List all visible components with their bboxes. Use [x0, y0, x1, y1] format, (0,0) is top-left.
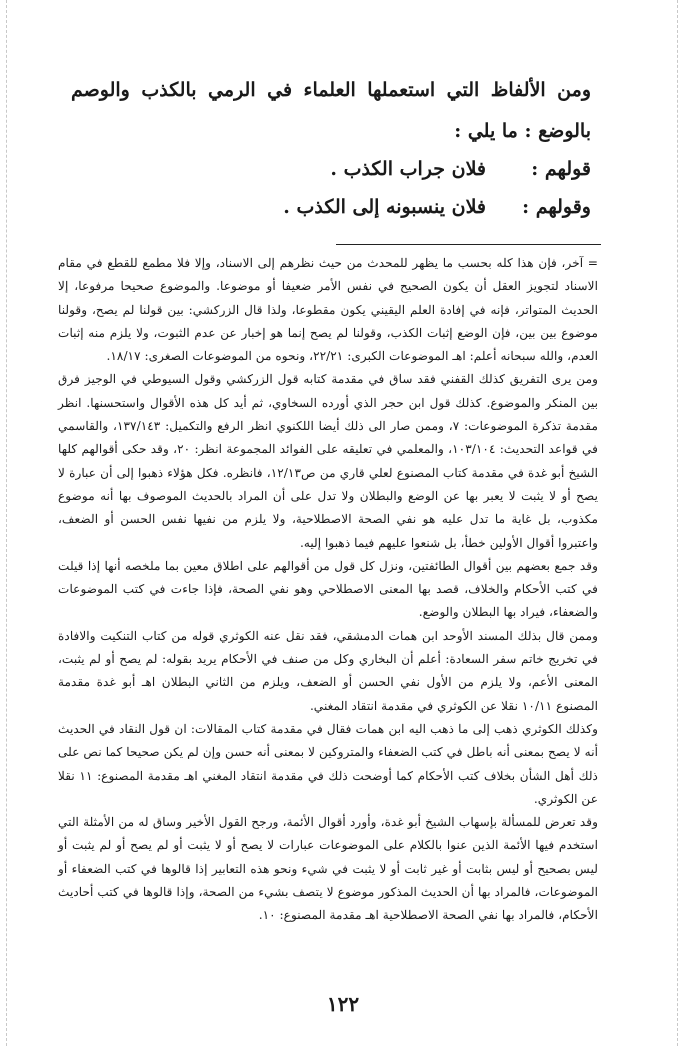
page-number: ١٢٢ [326, 992, 360, 1016]
footnote-paragraph: وقد جمع بعضهم بين أقوال الطائفتين، ونزل كل قول من أقوالهم على اطلاق معين بما ملخصه أنها إذا قيلت في كتب الأحكام والخلاف، قصد بها المعنى الاصطلاحي وهو نفي الصحة، فإذا جاءت في كتب الموضوعات والضعفاء، فيراد بها البطلان والوضع. [58, 558, 598, 620]
footnote-paragraph: ومن يرى التفريق كذلك القفني فقد ساق في مقدمة كتابه قول الزركشي وقول السيوطي في الوجيز فرق بين المنكر والموضوع. كذلك قول ابن حجر الذي أورده السخاوي، ثم أيد كل هذه الأقوال واستحسنها. انظر مقدمة تذكرة الموضوعات: ٧، وممن صار الى ذلك أيضا اللكنوي انظر الرفع والتكميل: ١٣٧/١٤٣، والقاسمي في قواعد التحديث: ١٠٣/١٠٤، والمعلمي في تعليقه على الفوائد المجموعة انظر: ٢٠، وقد حكى أقوالهم كلها الشيخ أبو غدة في مقدمة كتاب المصنوع لعلي قاري من ص١٢/١٣، فانظره. فكل هؤلاء ذهبوا إلى أن عبارة لا يصح أو لا يثبت لا يعبر بها عن الوضع والبطلان ولا تدل على أن المراد بالحديث الموصوف بها أنه موضوع مكذوب، بل غاية ما تدل عليه هو نفي الصحة الاصطلاحية، ولا يلزم من نفيها نفس الحسن أو الضعف، واعتبروا أقوال الأولين خطأ، بل شنعوا عليهم فيما ذهبوا إليه. [58, 372, 598, 550]
example-item [71, 188, 591, 226]
footnote-paragraph: وكذلك الكوثري ذهب إلى ما ذهب اليه ابن همات فقال في مقدمة كتاب المقالات: ان قول النقاد في الحديث أنه لا يصح بمعنى أنه باطل في كتب الضعفاء والمتروكين لا بمعنى أنه حسن وإن لم يكن صحيحا كما نص على ذلك أهل الشأن بخلاف كتب الأحكام كما أوضحت ذلك في مقدمة انتقاد المغني اهـ مقدمة المصنوع: ١١ نقلا عن الكوثري. [58, 721, 598, 806]
footnote-separator [336, 244, 601, 245]
footnote-block [58, 252, 598, 928]
example-label: قولهم : [531, 158, 591, 180]
example-text: فلان ينسبونه إلى الكذب . [283, 196, 486, 218]
example-text: فلان جراب الكذب . [330, 158, 486, 180]
scan-edge-right [677, 0, 678, 1046]
scan-edge-left [6, 0, 7, 1046]
footnote-paragraph: وممن قال بذلك المسند الأوحد ابن همات الدمشقي، فقد نقل عنه الكوثري قوله من كتاب التنكيت والافادة في تخريج خاتم سفر السعادة: أعلم أن البخاري وكل من صنف في الأحكام يريد بقوله: لم يصح أو لم يثبت، المعنى الأعم، ولا يلزم من الأول نفي الحسن أو الضعف، ويلزم من الثاني البطلان اهـ أبو غدة مقدمة المصنوع ١٠/١١ نقلا عن الكوثري في مقدمة انتقاد المغني. [58, 628, 598, 713]
examples-list [71, 150, 591, 226]
footnote-paragraph: = آخر، فإن هذا كله بحسب ما يظهر للمحدث من حيث نظرهم إلى الاسناد، وإلا فلا مطمع للقطع في مقام الاسناد لتجويز العقل أن يكون الصحيح في نفس الأمر ضعيفا أو موضوعا. والموضوع صحيحا مرفوعا، إلا الحديث المتواتر، فإنه في إفادة العلم اليقيني يكون مقطوعا، ولذا قال الزركشي: بين قولنا لم يصح، وقولنا موضوع بين بين، فإن الوضع إثبات الكذب، وقولنا لم يصح إنما هو إخبار عن عدم الثبوت، ولا يلزم منه إثبات العدم، والله سبحانه أعلم: اهـ الموضوعات الكبرى: ٢٢/٢١، ونحوه من الموضوعات الصغرى: ١٨/١٧. [58, 256, 598, 364]
example-label: وقولهم : [522, 196, 591, 218]
footnote-paragraph: وقد تعرض للمسألة بإسهاب الشيخ أبو غدة، وأورد أقوال الأئمة، ورجح القول الأخير وساق له من الأمثلة التي استخدم فيها الأئمة الذين عنوا بالكلام على الموضوعات عبارات لا يصح أو لا يثبت أو لم يصح أو لم يثبت أو ليس بصحيح أو ليس بثابت أو غير ثابت أو لا يثبت في شيء ونحو هذه التعابير إذا قالوها في كتب الضعفاء أو الموضوعات، فالمراد بها أن الحديث المذكور موضوع لا يتصف بشيء من الصحة، وإذا قالوها في كتب أحاديث الأحكام، فالمراد بها نفي الصحة الاصطلاحية اهـ مقدمة المصنوع: ١٠. [58, 815, 598, 923]
example-item [71, 150, 591, 188]
main-paragraph: ومن الألفاظ التي استعملها العلماء في الرمي بالكذب والوصم بالوضع : ما يلي : [71, 79, 591, 142]
